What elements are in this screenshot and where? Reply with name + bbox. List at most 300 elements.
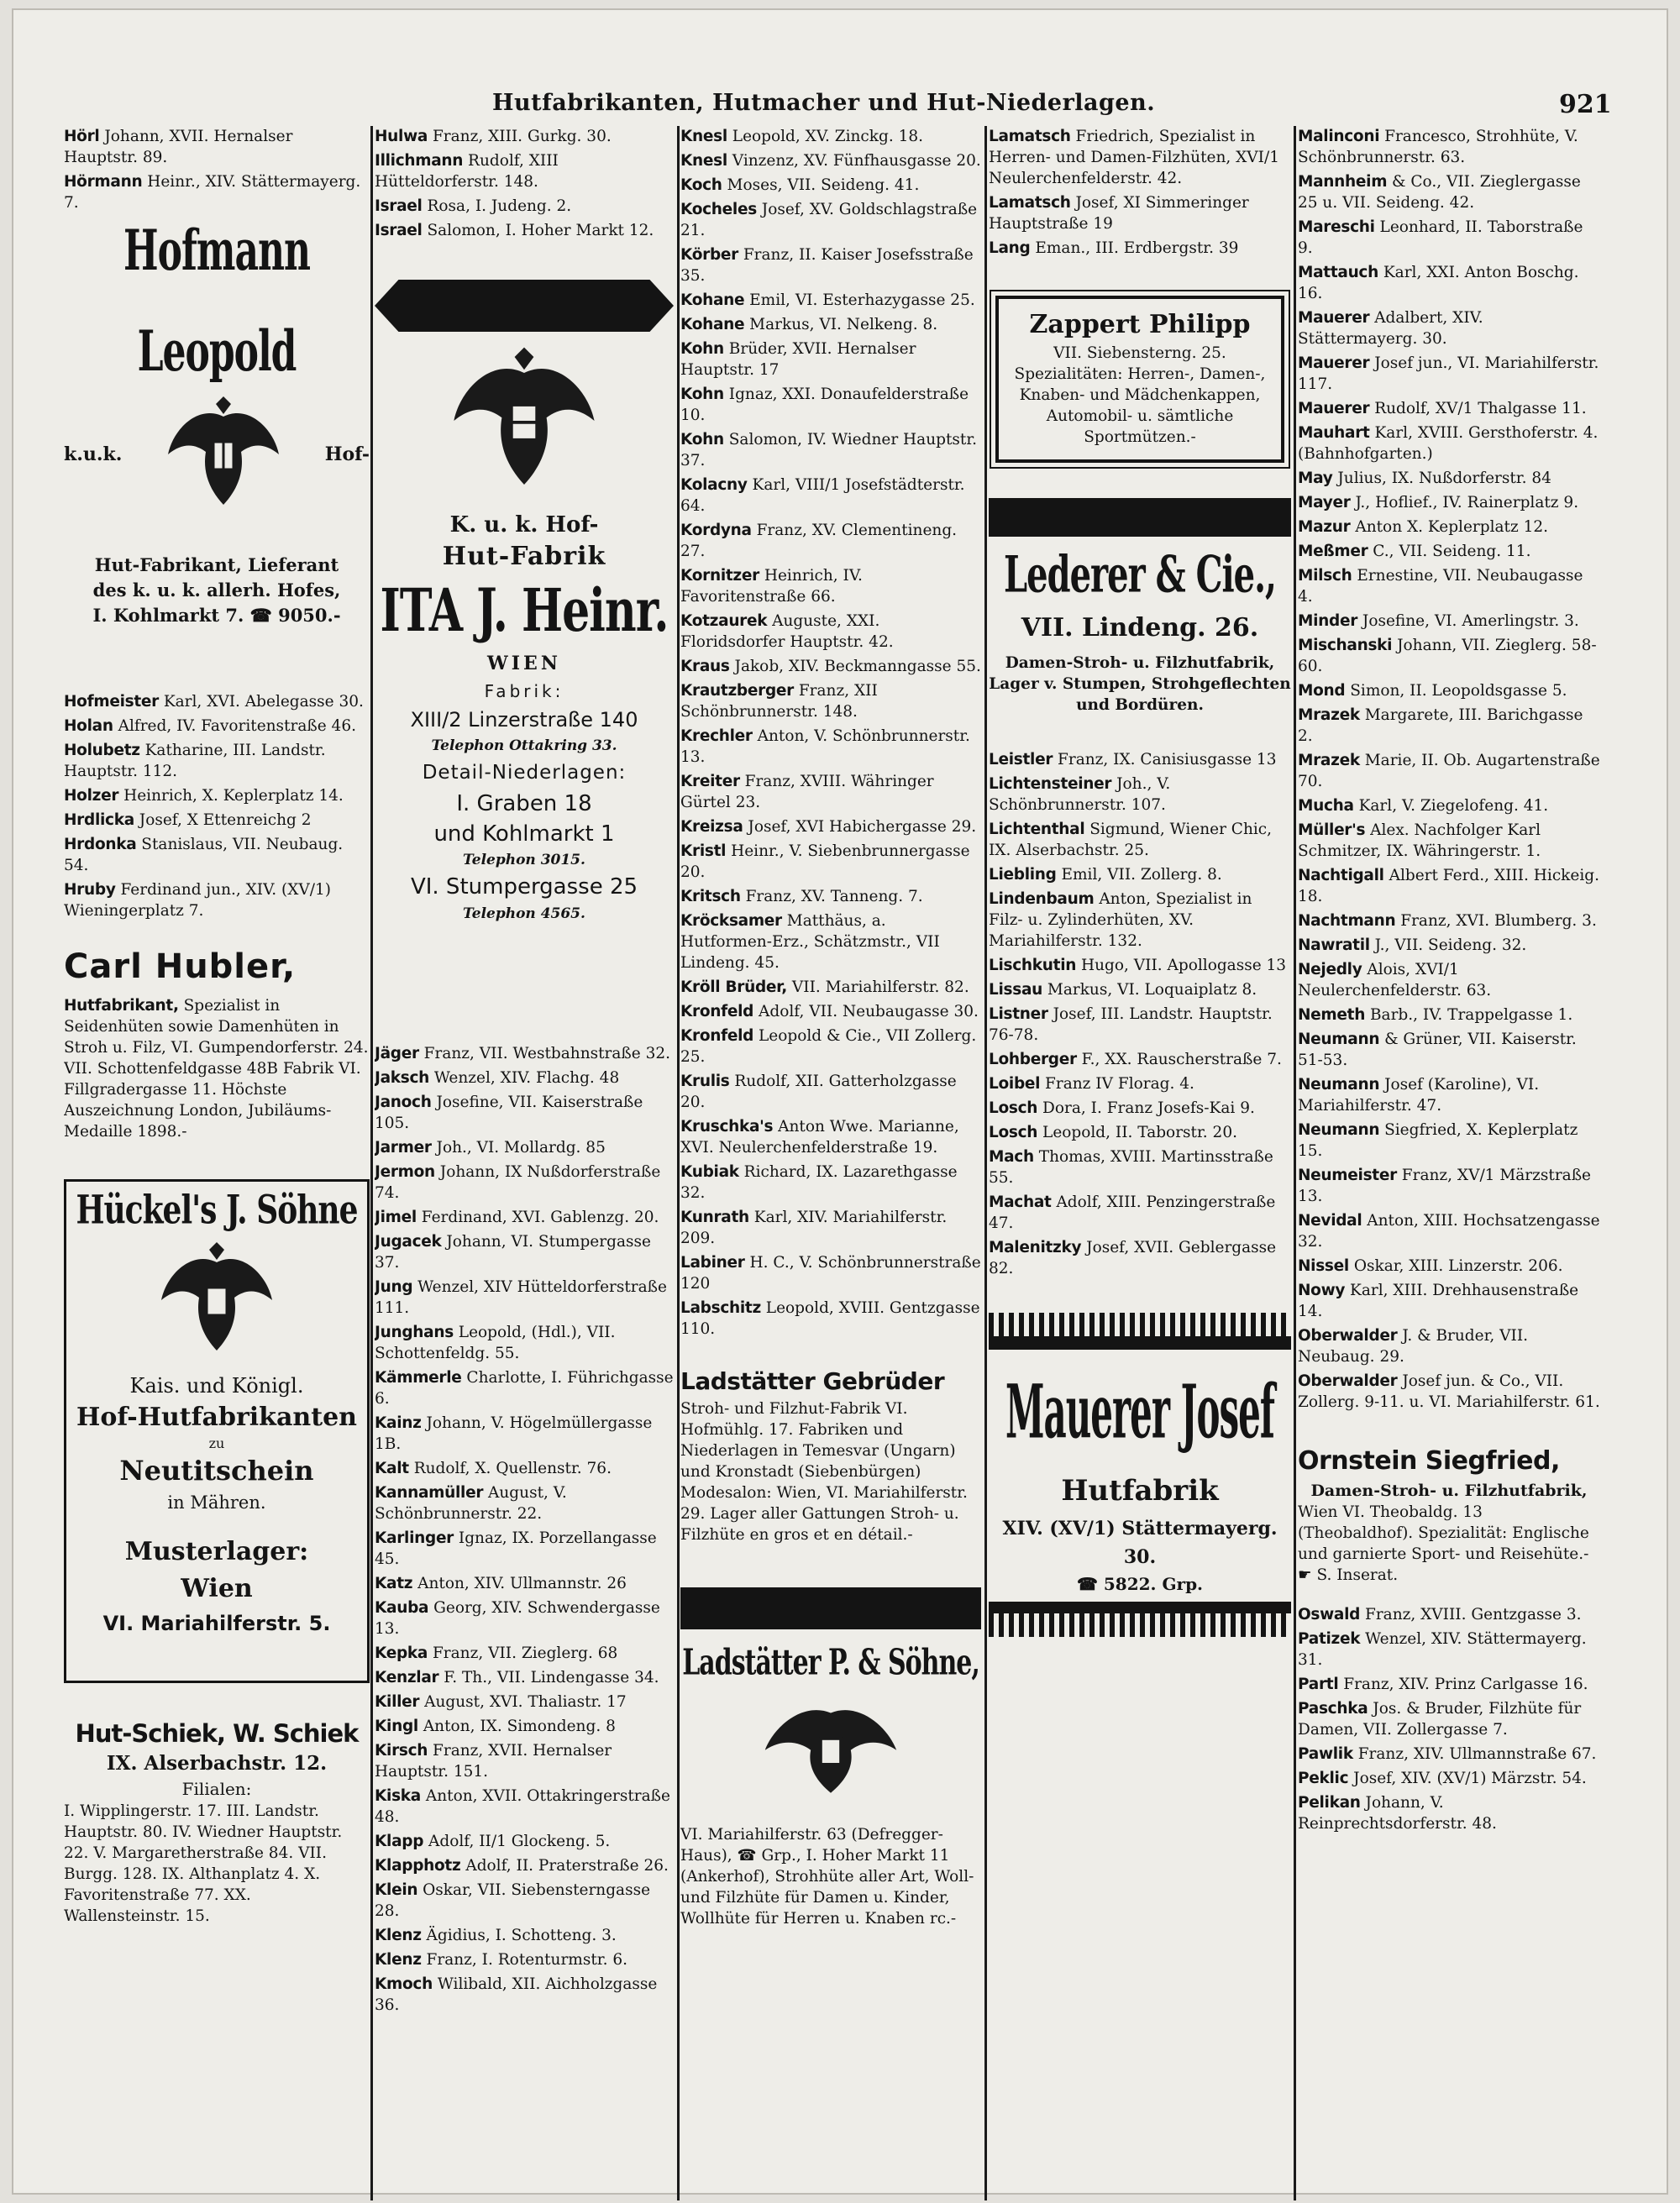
entry-details: Salomon, IV. Wiedner Hauptstr. 37. xyxy=(680,431,978,469)
column-rule xyxy=(677,126,680,2200)
entry-name: Hruby xyxy=(64,881,116,899)
directory-entry xyxy=(989,192,1291,234)
entry-details: Heinr., XIV. Stättermayerg. 7. xyxy=(64,173,361,212)
directory-entry xyxy=(989,889,1291,952)
entry-details: H. C., V. Schönbrunnerstraße 120 xyxy=(680,1254,981,1293)
directory-entry xyxy=(375,1043,674,1064)
entry-details: VII. Mariahilferstr. 82. xyxy=(787,978,969,996)
directory-entry xyxy=(375,150,674,192)
directory-entry xyxy=(680,726,981,768)
directory-entry xyxy=(680,565,981,607)
entry-name: Kronfeld xyxy=(680,1027,754,1045)
entry-name: Klenz xyxy=(375,1927,422,1944)
entry-name: Loibel xyxy=(989,1075,1041,1093)
entry-name: Kröcksamer xyxy=(680,912,782,930)
directory-entry xyxy=(989,774,1291,816)
entry-details: Simon, II. Leopoldsgasse 5. xyxy=(1345,682,1567,700)
entry-name: Kohane xyxy=(680,316,745,333)
directory-entry xyxy=(1298,1004,1600,1025)
entry-details: Franz, XVIII. Gentzgasse 3. xyxy=(1360,1606,1582,1623)
entry-details: Franz, VII. Zieglerg. 68 xyxy=(428,1644,618,1662)
directory-entry xyxy=(1298,1604,1600,1625)
entry-name: Kreiter xyxy=(680,773,740,790)
directory-entry xyxy=(375,1092,674,1134)
directory-entry xyxy=(375,1573,674,1594)
entry-details: Rudolf, X. Quellenstr. 76. xyxy=(408,1460,612,1477)
entry-name: Killer xyxy=(375,1693,420,1711)
directory-entry xyxy=(989,864,1291,885)
entry-details: Franz, XV. Clementineng. 27. xyxy=(680,522,958,560)
directory-entry xyxy=(989,1004,1291,1046)
entry-name: Holubetz xyxy=(64,742,140,759)
entry-name: Lichtensteiner xyxy=(989,775,1112,793)
entry-name: Lischkutin xyxy=(989,957,1077,974)
directory-entry xyxy=(1298,795,1600,816)
entry-name: Kannamüller xyxy=(375,1484,484,1502)
entry-name: Nachtigall xyxy=(1298,867,1384,884)
ad-mauerer-line: ☎ 5822. Grp. xyxy=(1076,1574,1204,1594)
entry-name: Neumann xyxy=(1298,1076,1380,1094)
ad-hofmann-line: I. Kohlmarkt 7. ☎ 9050.- xyxy=(92,605,341,626)
entry-details: Anton, XVII. Ottakringerstraße 48. xyxy=(375,1787,670,1826)
entry-name: Kunrath xyxy=(680,1209,749,1226)
directory-entry xyxy=(1298,492,1600,513)
entry-name: Kepka xyxy=(375,1644,428,1662)
entry-details: Francesco, Strohhüte, V. Schönbrunnerstr. 63. xyxy=(1298,128,1578,166)
entry-details: Johann, VI. Stumpergasse 37. xyxy=(375,1233,651,1272)
directory-entry xyxy=(375,1162,674,1204)
entry-list xyxy=(989,126,1291,259)
entry-name: Hörmann xyxy=(64,173,143,191)
entry-details: Josefine, VI. Amerlingstr. 3. xyxy=(1357,612,1579,630)
directory-entry xyxy=(375,1231,674,1273)
directory-entry xyxy=(1298,517,1600,538)
entry-details: Franz, XIII. Gurkg. 30. xyxy=(428,128,612,145)
entry-name: Körber xyxy=(680,246,738,264)
entry-details: Matthäus, a. Hutformen-Erz., Schätzmstr., VII Lindeng. 45. xyxy=(680,912,940,972)
entry-name: Leistler xyxy=(989,751,1053,768)
entry-name: Hofmeister xyxy=(64,693,159,711)
directory-entry xyxy=(680,199,981,241)
ad-ita-city: WIEN xyxy=(487,653,561,674)
ad-huckel-line: Wien xyxy=(181,1574,253,1603)
entry-name: Meßmer xyxy=(1298,543,1368,560)
entry-details: Josef, XI Simmeringer Hauptstraße 19 xyxy=(989,194,1249,233)
directory-entry xyxy=(680,1298,981,1340)
entry-name: Labiner xyxy=(680,1254,745,1272)
ad-ita-label: Detail-Niederlagen: xyxy=(422,762,627,784)
entry-details: Adalbert, XIV. Stättermayerg. 30. xyxy=(1298,309,1483,348)
directory-entry xyxy=(989,749,1291,770)
directory-entry xyxy=(64,126,370,168)
entry-name: Israel xyxy=(375,197,423,215)
ad-huckel xyxy=(64,1179,370,1683)
directory-entry xyxy=(680,771,981,813)
entry-name: Lang xyxy=(989,239,1031,257)
directory-entry xyxy=(680,611,981,653)
entry-details: Julius, IX. Nußdorferstr. 84 xyxy=(1332,469,1551,487)
ad-lederer-line: VII. Lindeng. 26. xyxy=(1021,613,1259,643)
directory-entry xyxy=(1298,680,1600,701)
ad-ladstatter-p-text: VI. Mariahilferstr. 63 (Defregger-Haus), ☎ Grp., I. Hoher Markt 11 (Ankerhof), Strohhüte aller Art, Woll- und Filzhüte für Damen u. Kinder, Wollhüte für Herren u. Knaben rc.- xyxy=(680,1826,974,1928)
ad-ita-address: XIII/2 Linzerstraße 140 xyxy=(410,708,638,732)
entry-details: Charlotte, I. Führichgasse 6. xyxy=(375,1369,674,1408)
entry-name: Jung xyxy=(375,1278,413,1296)
ad-ita-address: VI. Stumpergasse 25 xyxy=(410,874,638,900)
entry-list xyxy=(1298,1604,1600,1834)
directory-entry xyxy=(989,1049,1291,1070)
ad-ornstein-name: Ornstein Siegfried, xyxy=(1298,1446,1560,1476)
ad-huckel-line: Musterlager: xyxy=(124,1537,309,1566)
directory-entry xyxy=(989,238,1291,259)
entry-details: & Grüner, VII. Kaiserstr. 51-53. xyxy=(1298,1031,1577,1069)
entry-details: Johann, V. Reinprechtsdorferstr. 48. xyxy=(1298,1794,1497,1833)
entry-name: Klein xyxy=(375,1881,418,1899)
entry-details: Adolf, II. Praterstraße 26. xyxy=(460,1857,669,1875)
entry-details: Franz, XVII. Hernalser Hauptstr. 151. xyxy=(375,1742,612,1781)
entry-name: Mach xyxy=(989,1148,1034,1166)
directory-entry xyxy=(989,1237,1291,1279)
entry-details: Albert Ferd., XIII. Hickeig. 18. xyxy=(1298,867,1599,905)
directory-entry xyxy=(1298,1165,1600,1207)
directory-entry xyxy=(375,1786,674,1828)
entry-details: Ferdinand, XVI. Gablenzg. 20. xyxy=(416,1209,659,1226)
directory-entry xyxy=(375,1740,674,1782)
entry-details: Josef, III. Landstr. Hauptstr. 76-78. xyxy=(989,1005,1273,1044)
entry-details: Anton, XIV. Ullmannstr. 26 xyxy=(412,1575,627,1592)
directory-entry xyxy=(680,338,981,380)
entry-name: Kubiak xyxy=(680,1163,739,1181)
entry-details: Johann, XVII. Hernalser Hauptstr. 89. xyxy=(64,128,293,166)
directory-entry xyxy=(1298,1792,1600,1834)
entry-details: Johann, VII. Zieglerg. 58-60. xyxy=(1298,637,1597,675)
entry-details: Joh., V. Schönbrunnerstr. 107. xyxy=(989,775,1171,814)
directory-entry xyxy=(1298,217,1600,259)
entry-name: Liebling xyxy=(989,866,1057,884)
entry-name: Mauerer xyxy=(1298,400,1370,417)
entry-details: Josef jun., VI. Mariahilferstr. 117. xyxy=(1298,354,1599,393)
column-rule xyxy=(370,126,373,2200)
directory-entry xyxy=(1298,635,1600,677)
ad-huckel-line: in Mähren. xyxy=(167,1492,266,1513)
directory-entry xyxy=(375,1137,674,1158)
entry-details: Ägidius, I. Schotteng. 3. xyxy=(421,1927,617,1944)
entry-name: Lohberger xyxy=(989,1051,1077,1068)
entry-details: Heinrich, X. Keplerplatz 14. xyxy=(118,787,344,805)
entry-details: Oskar, XIII. Linzerstr. 206. xyxy=(1348,1257,1563,1275)
entry-name: Losch xyxy=(989,1124,1038,1141)
entry-name: Mareschi xyxy=(1298,218,1375,236)
entry-details: Jos. & Bruder, Filzhüte für Damen, VII. Zollergasse 7. xyxy=(1298,1700,1582,1739)
directory-entry xyxy=(1298,1074,1600,1116)
entry-name: Oswald xyxy=(1298,1606,1361,1623)
entry-name: Kohn xyxy=(680,431,724,448)
entry-name: Lamatsch xyxy=(989,128,1071,145)
directory-entry xyxy=(680,520,981,562)
entry-details: Eman., III. Erdbergstr. 39 xyxy=(1030,239,1239,257)
directory-entry xyxy=(1298,1120,1600,1162)
column-3 xyxy=(680,126,981,2192)
entry-list xyxy=(375,1043,674,2016)
directory-entry xyxy=(375,1949,674,1970)
entry-details: Johann, IX Nußdorferstraße 74. xyxy=(375,1163,661,1202)
black-banner xyxy=(989,1602,1291,1613)
entry-name: Knesl xyxy=(680,152,727,170)
directory-entry xyxy=(375,1667,674,1688)
directory-entry xyxy=(1298,541,1600,562)
entry-details: Vinzenz, XV. Fünfhausgasse 20. xyxy=(727,152,981,170)
directory-entry xyxy=(680,1252,981,1294)
column-1 xyxy=(64,126,370,2192)
entry-name: Kotzaurek xyxy=(680,612,768,630)
entry-name: Mauhart xyxy=(1298,424,1370,442)
entry-name: Lissau xyxy=(989,981,1043,999)
entry-name: Mauerer xyxy=(1298,354,1370,372)
entry-name: Lamatsch xyxy=(989,194,1071,212)
entry-name: Lindenbaum xyxy=(989,890,1095,908)
double-eagle-icon xyxy=(160,391,286,517)
entry-name: Kritsch xyxy=(680,888,741,905)
entry-name: Kordyna xyxy=(680,522,752,539)
entry-details: Karl, XIII. Drehhausenstraße 14. xyxy=(1298,1282,1579,1320)
directory-entry xyxy=(1298,171,1600,213)
directory-entry xyxy=(375,1067,674,1088)
entry-name: Junghans xyxy=(375,1324,454,1341)
page-number: 921 xyxy=(1559,90,1612,119)
entry-details: Brüder, XVII. Hernalser Hauptstr. 17 xyxy=(680,340,916,379)
directory-entry xyxy=(1298,1768,1600,1789)
entry-details: Franz, XV/1 Märzstraße 13. xyxy=(1298,1167,1592,1205)
entry-details: Karl, XVIII. Gersthoferstr. 4. (Bahnhofgarten.) xyxy=(1298,424,1599,463)
entry-details: Heinrich, IV. Favoritenstraße 66. xyxy=(680,567,863,606)
entry-details: Adolf, VII. Neubaugasse 30. xyxy=(753,1003,979,1020)
entry-details: Ignaz, XXI. Donaufelderstraße 10. xyxy=(680,386,969,424)
directory-entry xyxy=(64,879,370,921)
directory-entry xyxy=(1298,1698,1600,1740)
entry-list xyxy=(375,126,674,241)
directory-entry xyxy=(64,716,370,737)
entry-details: Leopold, (Hdl.), VII. Schottenfeldg. 55. xyxy=(375,1324,616,1362)
directory-entry xyxy=(1298,935,1600,956)
entry-details: Joh., VI. Mollardg. 85 xyxy=(431,1139,606,1157)
entry-name: Holzer xyxy=(64,787,119,805)
entry-details: Auguste, XXI. Floridsdorfer Hauptstr. 42. xyxy=(680,612,894,651)
directory-entry xyxy=(64,834,370,876)
directory-entry xyxy=(989,955,1291,976)
directory-entry xyxy=(375,1322,674,1364)
entry-details: Marie, II. Ob. Augartenstraße 70. xyxy=(1298,752,1600,790)
directory-entry xyxy=(989,1192,1291,1234)
ad-hubler-text: Spezialist in Seidenhüten sowie Damenhüten in Stroh u. Filz, VI. Gumpendorferstr. 24. VII. Schottenfeldgasse 48B Fabrik VI. Fillgradergasse 11. Höchste Auszeichnung London, Jubiläums-Medaille 1898.- xyxy=(64,997,369,1141)
entry-details: Rudolf, XIII Hütteldorferstr. 148. xyxy=(375,152,559,191)
entry-name: Mannheim xyxy=(1298,173,1388,191)
entry-name: Listner xyxy=(989,1005,1048,1023)
entry-name: Hulwa xyxy=(375,128,428,145)
ad-ornstein-text: Wien VI. Theobaldg. 13 (Theobaldhof). Spezialität: Englische und garnierte Sport- und Reisehüte.- ☛ S. Inserat. xyxy=(1298,1503,1589,1584)
directory-entry xyxy=(989,979,1291,1000)
directory-entry xyxy=(1298,468,1600,489)
ad-mauerer xyxy=(989,1313,1291,1637)
ad-ita-label: Fabrik: xyxy=(484,681,564,701)
column-5 xyxy=(1298,126,1600,2192)
directory-entry xyxy=(680,1001,981,1022)
entry-name: Kronfeld xyxy=(680,1003,754,1020)
entry-details: Alois, XVI/1 Neulerchenfelderstr. 63. xyxy=(1298,961,1492,999)
entry-name: Pawlik xyxy=(1298,1745,1353,1763)
entry-details: Franz, XIV. Prinz Carlgasse 16. xyxy=(1338,1676,1588,1693)
ad-ita-name: ITA J. Heinr. xyxy=(380,576,669,646)
entry-details: Thomas, XVIII. Martinsstraße 55. xyxy=(989,1148,1273,1187)
entry-details: Johann, V. Högelmüllergasse 1B. xyxy=(375,1414,653,1453)
directory-entry xyxy=(1298,565,1600,607)
entry-details: J., Hoflief., IV. Rainerplatz 9. xyxy=(1350,494,1579,511)
directory-entry xyxy=(1298,1280,1600,1322)
ad-hubler xyxy=(64,945,370,1146)
directory-entry xyxy=(1298,865,1600,907)
ad-huckel-line: VI. Mariahilferstr. 5. xyxy=(102,1612,331,1635)
directory-entry xyxy=(64,810,370,831)
entry-name: Krautzberger xyxy=(680,682,794,700)
entry-details: Katharine, III. Landstr. Hauptstr. 112. xyxy=(64,742,326,780)
column-2 xyxy=(375,126,674,2192)
entry-details: Josef (Karoline), VI. Mariahilferstr. 47. xyxy=(1298,1076,1540,1115)
ad-ita-tel: Telephon Ottakring 33. xyxy=(431,737,617,754)
entry-details: Josef, XVI Habichergasse 29. xyxy=(743,818,977,836)
ad-ladstatter-p xyxy=(680,1582,981,1933)
directory-entry xyxy=(1298,307,1600,349)
entry-name: Jimel xyxy=(375,1209,417,1226)
entry-name: Mischanski xyxy=(1298,637,1393,654)
directory-entry xyxy=(680,475,981,517)
entry-name: Machat xyxy=(989,1193,1052,1211)
entry-name: Neumeister xyxy=(1298,1167,1397,1184)
ad-hofmann xyxy=(64,218,370,685)
ad-ladstatter-g-name: Ladstätter Gebrüder xyxy=(680,1367,945,1395)
entry-name: Malenitzky xyxy=(989,1239,1082,1256)
directory-entry xyxy=(680,910,981,973)
entry-list xyxy=(64,126,370,213)
entry-details: Franz IV Florag. 4. xyxy=(1040,1075,1194,1093)
directory-entry xyxy=(64,785,370,806)
directory-entry xyxy=(989,1073,1291,1094)
entry-details: Oskar, VII. Siebensterngasse 28. xyxy=(375,1881,651,1920)
directory-entry xyxy=(1298,611,1600,632)
directory-entry xyxy=(1298,820,1600,862)
entry-details: Josefine, VII. Kaiserstraße 105. xyxy=(375,1094,643,1132)
entry-name: Mazur xyxy=(1298,518,1351,536)
entry-details: Wilibald, XII. Aichholzgasse 36. xyxy=(375,1975,658,2014)
entry-details: Franz, XIV. Ullmannstraße 67. xyxy=(1352,1745,1597,1763)
entry-name: Klenz xyxy=(375,1951,422,1969)
entry-details: & Co., VII. Zieglergasse 25 u. VII. Seideng. 42. xyxy=(1298,173,1581,212)
directory-entry xyxy=(375,1692,674,1713)
entry-details: August, XVI. Thaliastr. 17 xyxy=(419,1693,627,1711)
entry-details: Franz, VII. Westbahnstraße 32. xyxy=(418,1045,671,1062)
ad-mauerer-line: XIV. (XV/1) Stättermayerg. 30. xyxy=(1002,1518,1278,1568)
ad-mauerer-line: Hutfabrik xyxy=(1061,1474,1219,1508)
entry-name: Janoch xyxy=(375,1094,432,1111)
directory-entry xyxy=(375,1831,674,1852)
entry-details: F., XX. Rauscherstraße 7. xyxy=(1076,1051,1282,1068)
entry-details: Karl, XIV. Mariahilferstr. 209. xyxy=(680,1209,948,1247)
entry-details: Hugo, VII. Apollogasse 13 xyxy=(1076,957,1287,974)
entry-details: Karl, VIII/1 Josefstädterstr. 64. xyxy=(680,476,965,515)
directory-entry xyxy=(375,1974,674,2016)
directory-entry xyxy=(1298,1325,1600,1367)
ad-schiek-line: IX. Alserbachstr. 12. xyxy=(106,1752,328,1775)
ad-ornstein xyxy=(1298,1443,1600,1589)
entry-name: Krulis xyxy=(680,1073,730,1090)
entry-name: Kmoch xyxy=(375,1975,433,1993)
entry-name: Kohn xyxy=(680,386,724,403)
ad-ladstatter-p-name: Ladstätter P. & Söhne, xyxy=(682,1642,979,1684)
ad-hofmann-line: des k. u. k. allerh. Hofes, xyxy=(92,580,341,601)
directory-entry xyxy=(1298,1256,1600,1277)
entry-list xyxy=(989,749,1291,1279)
entry-details: Barb., IV. Trappelgasse 1. xyxy=(1365,1006,1573,1024)
column-rule xyxy=(1294,126,1296,2200)
ad-hofmann-right: Hof- xyxy=(324,443,370,465)
entry-details: Franz, XVIII. Währinger Gürtel 23. xyxy=(680,773,934,811)
entry-name: Neumann xyxy=(1298,1031,1380,1048)
entry-details: Georg, XIV. Schwendergasse 13. xyxy=(375,1599,660,1638)
directory-entry xyxy=(680,886,981,907)
entry-name: Hörl xyxy=(64,128,100,145)
entry-list xyxy=(1298,126,1600,1413)
directory-entry xyxy=(680,126,981,147)
entry-details: Josef jun. & Co., VII. Zollerg. 9-11. u. VI. Mariahilferstr. 61. xyxy=(1298,1372,1600,1411)
directory-entry xyxy=(680,384,981,426)
directory-entry xyxy=(1298,422,1600,464)
entry-name: Kohane xyxy=(680,291,745,309)
entry-details: Karl, XVI. Abelegasse 30. xyxy=(158,693,364,711)
directory-entry xyxy=(680,656,981,677)
directory-entry xyxy=(375,1207,674,1228)
directory-entry xyxy=(680,1207,981,1249)
entry-name: Nevidal xyxy=(1298,1212,1362,1230)
entry-details: Siegfried, X. Keplerplatz 15. xyxy=(1298,1121,1578,1160)
entry-details: Ferdinand jun., XIV. (XV/1) Wieningerplatz 7. xyxy=(64,881,331,920)
entry-name: Kruschka's xyxy=(680,1118,774,1136)
ad-ita-address: und Kohlmarkt 1 xyxy=(433,821,615,847)
directory-entry xyxy=(680,1116,981,1158)
entry-name: May xyxy=(1298,469,1333,487)
directory-entry xyxy=(680,680,981,722)
directory-entry xyxy=(680,1025,981,1067)
entry-name: Losch xyxy=(989,1099,1038,1117)
entry-name: Koch xyxy=(680,176,722,194)
entry-details: Leopold, II. Taborstr. 20. xyxy=(1037,1124,1237,1141)
directory-entry xyxy=(1298,910,1600,931)
entry-details: Josef, XIV. (XV/1) Märzstr. 54. xyxy=(1348,1770,1587,1787)
entry-name: Mauerer xyxy=(1298,309,1370,327)
ad-hofmann-line: Hut-Fabrikant, Lieferant xyxy=(94,554,339,575)
entry-name: Kirsch xyxy=(375,1742,428,1760)
entry-name: Paschka xyxy=(1298,1700,1368,1718)
ad-hofmann-name: Hofmann Leopold xyxy=(123,219,310,385)
black-banner xyxy=(375,280,674,332)
entry-details: Friedrich, Spezialist in Herren- und Damen-Filzhüten, XVI/1 Neulerchenfelderstr. 42. xyxy=(989,128,1279,187)
entry-details: Stanislaus, VII. Neubaug. 54. xyxy=(64,836,344,874)
ad-ita-tel: Telephon 3015. xyxy=(463,852,585,868)
entry-name: Nachtmann xyxy=(1298,912,1396,930)
entry-details: Anton, V. Schönbrunnerstr. 13. xyxy=(680,727,970,766)
entry-name: Pelikan xyxy=(1298,1794,1361,1812)
ad-zappert xyxy=(995,296,1284,463)
entry-details: Markus, VI. Loquaiplatz 8. xyxy=(1042,981,1257,999)
directory-entry xyxy=(375,1482,674,1524)
entry-details: Adolf, II/1 Glockeng. 5. xyxy=(423,1833,611,1850)
